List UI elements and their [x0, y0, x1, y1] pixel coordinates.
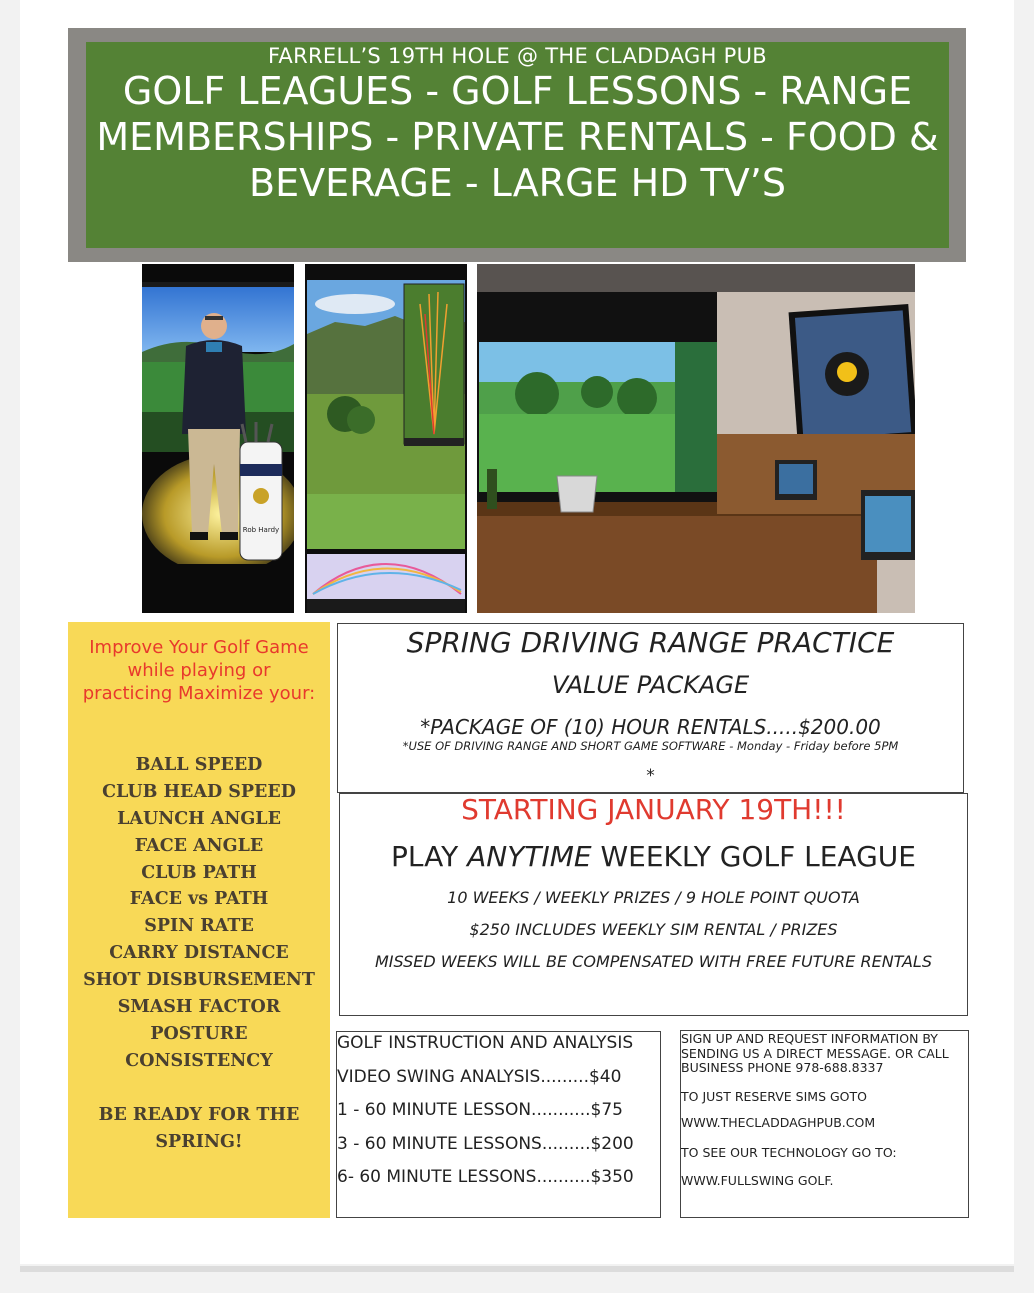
instruction-item: 6- 60 MINUTE LESSONS..........$350	[337, 1167, 634, 1187]
photo-sim-room	[477, 264, 915, 613]
instruction-heading: GOLF INSTRUCTION AND ANALYSIS	[337, 1033, 634, 1053]
spring-note: *USE OF DRIVING RANGE AND SHORT GAME SOFTWARE - Monday - Friday before 5PM	[402, 739, 899, 753]
metric-item: FACE ANGLE	[134, 835, 264, 856]
reserve-text: TO JUST RESERVE SIMS GOTO	[681, 1089, 867, 1104]
metric-item: POSTURE	[150, 1023, 248, 1044]
bag-label: Rob Hardy	[242, 526, 280, 534]
spring-package-box	[337, 623, 964, 793]
league-box	[339, 793, 968, 1016]
league-title-pre: PLAY	[391, 840, 468, 873]
instruction-item: VIDEO SWING ANALYSIS.........$40	[337, 1067, 622, 1087]
league-title-post: WEEKLY GOLF LEAGUE	[591, 840, 916, 873]
metric-item: CONSISTENCY	[125, 1050, 273, 1071]
league-title-emphasis: ANYTIME	[467, 840, 592, 873]
league-title	[340, 840, 967, 873]
league-detail-3: MISSED WEEKS WILL BE COMPENSATED WITH FREE FUTURE RENTALS	[375, 952, 932, 971]
instruction-box	[336, 1031, 661, 1218]
instruction-item: 3 - 60 MINUTE LESSONS.........$200	[337, 1134, 634, 1154]
metrics-list	[68, 752, 330, 1075]
metric-item: SHOT DISBURSEMENT	[83, 970, 315, 991]
spring-star: *	[646, 766, 655, 786]
spring-package-price: *PACKAGE OF (10) HOUR RENTALS.....$200.00	[420, 715, 881, 739]
fullswing-link[interactable]: WWW.FULLSWING GOLF.	[681, 1173, 834, 1188]
league-detail-1: 10 WEEKS / WEEKLY PRIZES / 9 HOLE POINT QUOTA	[447, 888, 860, 907]
spring-subtitle: VALUE PACKAGE	[551, 671, 750, 699]
sidebar-cta: BE READY FOR THE SPRING!	[98, 1105, 300, 1152]
photo-golfer	[142, 264, 294, 613]
metric-item: FACE vs PATH	[129, 889, 269, 910]
metric-item: CLUB PATH	[141, 862, 257, 883]
contact-info-box	[680, 1030, 969, 1218]
sidebar-intro: Improve Your Golf Game while playing or practicing Maximize your:	[82, 637, 316, 704]
spring-title: SPRING DRIVING RANGE PRACTICE	[406, 626, 895, 659]
header-title: GOLF LEAGUES - GOLF LESSONS - RANGE MEMBERSHIPS - PRIVATE RENTALS - FOOD & BEVERAGE - LARGE HD TV’S	[96, 69, 939, 205]
header-subtitle: FARRELL’S 19TH HOLE @ THE CLADDAGH PUB	[267, 44, 768, 68]
metric-item: SMASH FACTOR	[117, 997, 281, 1018]
metric-item: SPIN RATE	[144, 916, 254, 937]
metric-item: CARRY DISTANCE	[109, 943, 289, 964]
header-banner	[86, 42, 949, 248]
instruction-item: 1 - 60 MINUTE LESSON...........$75	[337, 1100, 623, 1120]
league-start-date: STARTING JANUARY 19TH!!!	[461, 793, 846, 826]
metric-item: BALL SPEED	[135, 755, 263, 775]
technology-text: TO SEE OUR TECHNOLOGY GO TO:	[681, 1145, 897, 1160]
league-detail-2: $250 INCLUDES WEEKLY SIM RENTAL / PRIZES	[469, 920, 838, 939]
photo-sim-software	[305, 264, 467, 613]
metric-item: LAUNCH ANGLE	[117, 808, 281, 829]
website-link[interactable]: WWW.THECLADDAGHPUB.COM	[681, 1115, 876, 1130]
signup-text: SIGN UP AND REQUEST INFORMATION BY SENDING US A DIRECT MESSAGE. OR CALL BUSINESS PHONE 978-688.8337	[681, 1031, 949, 1075]
metric-item: CLUB HEAD SPEED	[102, 781, 296, 802]
page-bottom-edge	[20, 1266, 1014, 1272]
benefits-sidebar	[68, 622, 330, 1218]
